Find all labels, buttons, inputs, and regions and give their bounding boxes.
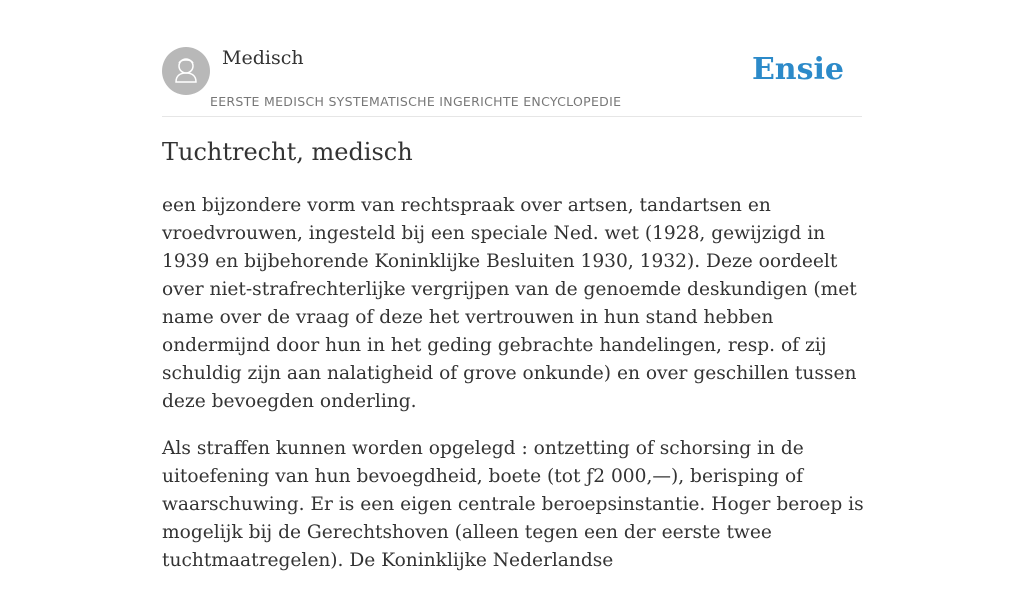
source-header [162,44,862,117]
article-title: Tuchtrecht, medisch [162,138,413,166]
source-subtitle: EERSTE MEDISCH SYSTEMATISCHE INGERICHTE ENCYCLOPEDIE [210,94,622,109]
source-avatar[interactable] [162,47,210,95]
source-name-link[interactable]: Medisch [222,47,304,69]
article-body [162,192,866,594]
user-icon [162,47,210,95]
article-paragraph-2: Als straffen kunnen worden opgelegd : ontzetting of schorsing in de uitoefening van hun bevoegdheid, boete (tot ƒ2 000,—), berisping of waarschuwing. Er is een eigen centrale beroepsinstantie. Hoger beroep is mogelijk bij de Gerechtshoven (alleen tegen een der eerste twee tuchtmaatregelen). De Koninklijke Nederlandse [162,438,864,571]
ensie-logo[interactable]: Ensie [751,52,844,87]
article-paragraph-1: een bijzondere vorm van rechtspraak over artsen, tandartsen en vroedvrouwen, ingesteld bij een speciale Ned. wet (1928, gewijzigd in 1939 en bijbehorende Koninklijke Besluiten 1930, 1932). Deze oordeelt over niet-strafrechterlijke vergrijpen van de genoemde deskundigen (met name over de vraag of deze het vertrouwen in hun stand hebben ondermijnd door hun in het geding gebrachte handelingen, resp. of zij schuldig zijn aan nalatigheid of grove onkunde) en over geschillen tussen deze bevoegden onderling. [162,195,857,412]
